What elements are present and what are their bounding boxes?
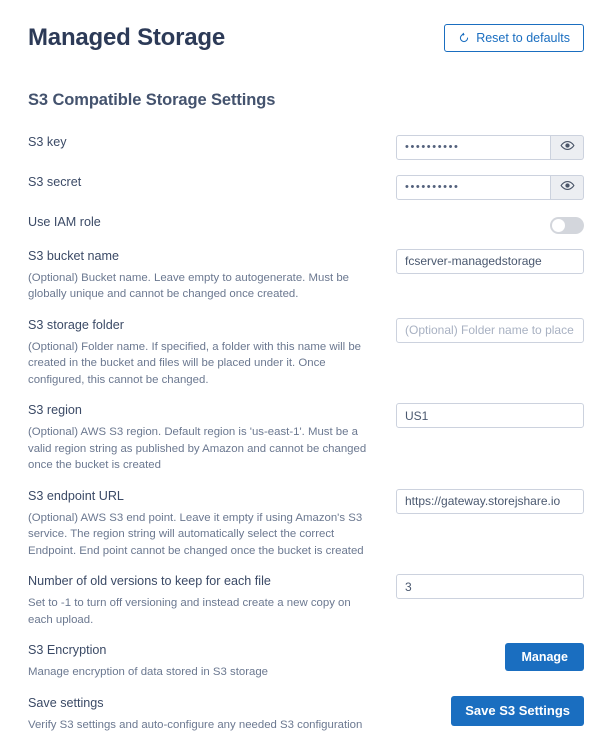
s3-secret-reveal-button[interactable] xyxy=(551,175,584,200)
use-iam-role-label: Use IAM role xyxy=(28,214,101,229)
toggle-knob xyxy=(552,219,565,232)
s3-region-label: S3 region xyxy=(28,403,82,418)
old-versions-label: Number of old versions to keep for each file xyxy=(28,574,271,589)
field-row-save-settings xyxy=(28,681,584,733)
s3-endpoint-url-label: S3 endpoint URL xyxy=(28,488,124,503)
old-versions-help: Set to -1 to turn off versioning and instead create a new copy on each upload. xyxy=(28,597,351,626)
field-row-save-settings-right xyxy=(392,695,584,726)
field-row-s3-encryption xyxy=(28,628,584,681)
field-row-s3-storage-folder-left xyxy=(28,317,378,389)
s3-endpoint-url-input[interactable] xyxy=(396,489,584,514)
field-row-s3-region-left xyxy=(28,402,378,474)
eye-icon xyxy=(560,178,575,196)
old-versions-input[interactable] xyxy=(396,574,584,599)
s3-region-help: (Optional) AWS S3 region. Default region is 'us-east-1'. Must be a valid region string as published by Amazon and cannot be changed once the bucket is created xyxy=(28,426,367,472)
field-row-s3-secret-left xyxy=(28,174,378,190)
s3-storage-folder-help: (Optional) Folder name. If specified, a folder with this name will be created in the bucket and files will be placed under it. Once configured, this cannot be changed. xyxy=(28,340,362,386)
field-row-s3-bucket-name-left xyxy=(28,248,378,303)
save-settings-help: Verify S3 settings and auto-configure any needed S3 configuration xyxy=(28,718,363,731)
field-row-use-iam-role-left xyxy=(28,214,378,230)
field-row-old-versions-left xyxy=(28,573,378,628)
field-row-save-settings-left xyxy=(28,695,378,733)
field-row-old-versions xyxy=(28,559,584,628)
s3-key-input-group xyxy=(396,135,584,160)
s3-region-input[interactable] xyxy=(396,403,584,428)
field-row-s3-secret-right xyxy=(392,174,584,200)
field-row-old-versions-right xyxy=(392,573,584,599)
s3-bucket-name-label: S3 bucket name xyxy=(28,248,120,263)
field-row-use-iam-role-right xyxy=(392,214,584,234)
save-s3-settings-button[interactable]: Save S3 Settings xyxy=(451,696,584,726)
manage-encryption-button[interactable]: Manage xyxy=(505,643,584,671)
s3-secret-label: S3 secret xyxy=(28,174,82,189)
field-row-s3-storage-folder xyxy=(28,303,584,389)
s3-storage-folder-label: S3 storage folder xyxy=(28,317,124,332)
reset-to-defaults-label: Reset to defaults xyxy=(476,31,570,46)
s3-key-input[interactable] xyxy=(396,135,551,160)
s3-encryption-label: S3 Encryption xyxy=(28,643,107,658)
field-row-s3-bucket-name xyxy=(28,234,584,303)
eye-icon xyxy=(560,138,575,156)
field-row-s3-key-right xyxy=(392,134,584,160)
save-settings-label: Save settings xyxy=(28,695,104,710)
field-row-s3-endpoint-url-right xyxy=(392,488,584,514)
field-row-s3-encryption-left xyxy=(28,642,378,681)
page-header xyxy=(28,0,584,53)
field-row-s3-region-right xyxy=(392,402,584,428)
field-row-s3-encryption-right xyxy=(392,642,584,671)
page-title: Managed Storage xyxy=(28,24,226,51)
s3-encryption-help: Manage encryption of data stored in S3 storage xyxy=(28,666,268,679)
s3-secret-input-group xyxy=(396,175,584,200)
s3-bucket-name-help: (Optional) Bucket name. Leave empty to autogenerate. Must be globally unique and cannot be changed once created. xyxy=(28,271,350,301)
s3-secret-input[interactable] xyxy=(396,175,551,200)
reset-circular-arrow-icon xyxy=(458,32,470,44)
field-row-s3-key xyxy=(28,120,584,160)
s3-key-reveal-button[interactable] xyxy=(551,135,584,160)
field-row-s3-endpoint-url-left xyxy=(28,488,378,560)
field-row-s3-endpoint-url xyxy=(28,474,584,560)
field-row-s3-storage-folder-right xyxy=(392,317,584,343)
field-row-s3-region xyxy=(28,388,584,474)
s3-storage-folder-input[interactable] xyxy=(396,318,584,343)
s3-bucket-name-input[interactable] xyxy=(396,249,584,274)
use-iam-role-toggle[interactable] xyxy=(550,217,584,234)
field-row-use-iam-role xyxy=(28,200,584,234)
section-heading-s3-settings: S3 Compatible Storage Settings xyxy=(28,90,276,109)
field-row-s3-key-left xyxy=(28,134,378,150)
reset-to-defaults-button[interactable] xyxy=(444,24,584,52)
s3-key-label: S3 key xyxy=(28,134,67,149)
field-row-s3-bucket-name-right xyxy=(392,248,584,274)
field-row-s3-secret xyxy=(28,160,584,200)
s3-endpoint-url-help: (Optional) AWS S3 end point. Leave it empty if using Amazon's S3 service. The region string will automatically select the correct Endpoint. End point cannot be changed once the bucket is created xyxy=(28,511,364,557)
